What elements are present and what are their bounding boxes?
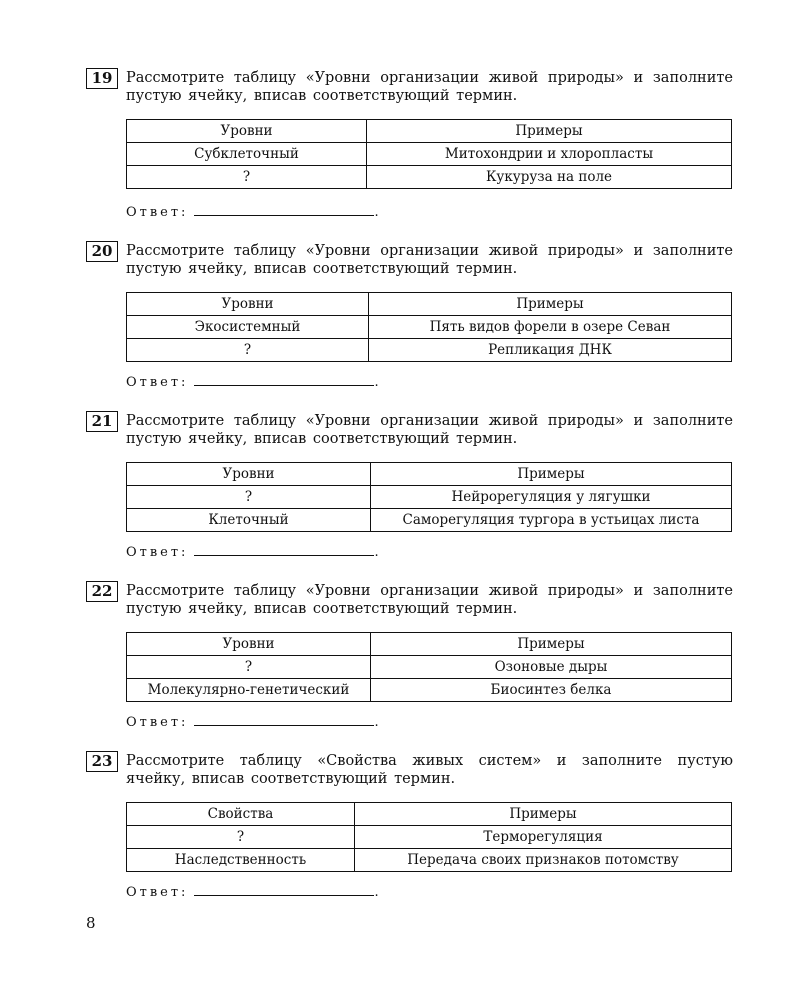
answer-label: Ответ: [126, 205, 189, 220]
answer-suffix: . [374, 715, 382, 730]
table-cell: Молекулярно-генетический [127, 679, 371, 702]
question-prompt: Рассмотрите таблицу «Уровни организации живой природы» и заполните пустую ячейку, вписав соответствующий термин. [126, 70, 733, 104]
table-cell: Саморегуляция тургора в устьицах листа [371, 509, 732, 532]
table-cell: ? [127, 656, 371, 679]
question-prompt: Рассмотрите таблицу «Уровни организации живой природы» и заполните пустую ячейку, вписав соответствующий термин. [126, 583, 733, 617]
answer-label: Ответ: [126, 885, 189, 900]
table-header-row [127, 293, 732, 316]
question-number: 19 [86, 68, 118, 89]
question-number: 21 [86, 411, 118, 432]
table-cell: Пять видов форели в озере Севан [369, 316, 732, 339]
answer-line [126, 205, 382, 220]
question-number: 23 [86, 751, 118, 772]
question-20 [86, 242, 733, 390]
table-cell: Наследственность [127, 849, 355, 872]
table-header-cell: Свойства [127, 803, 355, 826]
table-cell: Терморегуляция [355, 826, 732, 849]
table-cell: Экосистемный [127, 316, 369, 339]
question-prompt: Рассмотрите таблицу «Уровни организации живой природы» и заполните пустую ячейку, вписав соответствующий термин. [126, 243, 733, 277]
answer-line [126, 715, 382, 730]
answer-input[interactable] [194, 375, 374, 386]
answer-suffix: . [374, 375, 382, 390]
question-prompt: Рассмотрите таблицу «Свойства живых систем» и заполните пустую ячейку, вписав соответствующий термин. [126, 753, 733, 787]
table-header-cell: Примеры [355, 803, 732, 826]
table-row [127, 679, 732, 702]
table-cell: Озоновые дыры [371, 656, 732, 679]
question-number: 22 [86, 581, 118, 602]
table-row [127, 143, 732, 166]
table-row [127, 486, 732, 509]
answer-input[interactable] [194, 205, 374, 216]
page-number: 8 [86, 914, 96, 932]
question-number: 20 [86, 241, 118, 262]
levels-table [126, 632, 732, 702]
levels-table [126, 462, 732, 532]
table-cell: ? [127, 166, 367, 189]
table-header-cell: Примеры [371, 463, 732, 486]
table-cell: Репликация ДНК [369, 339, 732, 362]
table-header-cell: Примеры [371, 633, 732, 656]
answer-label: Ответ: [126, 715, 189, 730]
answer-label: Ответ: [126, 545, 189, 560]
table-cell: Биосинтез белка [371, 679, 732, 702]
table-row [127, 509, 732, 532]
levels-table [126, 119, 732, 189]
answer-line [126, 375, 382, 390]
table-header-row [127, 803, 732, 826]
table-header-cell: Примеры [367, 120, 732, 143]
table-cell: Передача своих признаков потомству [355, 849, 732, 872]
table-row [127, 166, 732, 189]
answer-line [126, 545, 382, 560]
table-header-cell: Уровни [127, 633, 371, 656]
answer-label: Ответ: [126, 375, 189, 390]
answer-input[interactable] [194, 715, 374, 726]
answer-line [126, 885, 382, 900]
table-row [127, 339, 732, 362]
table-header-cell: Примеры [369, 293, 732, 316]
table-cell: Кукуруза на поле [367, 166, 732, 189]
answer-input[interactable] [194, 545, 374, 556]
answer-input[interactable] [194, 885, 374, 896]
table-row [127, 849, 732, 872]
table-row [127, 316, 732, 339]
table-cell: ? [127, 486, 371, 509]
answer-suffix: . [374, 885, 382, 900]
answer-suffix: . [374, 205, 382, 220]
table-header-cell: Уровни [127, 463, 371, 486]
question-21 [86, 412, 733, 560]
question-19 [86, 69, 733, 220]
answer-suffix: . [374, 545, 382, 560]
table-cell: Субклеточный [127, 143, 367, 166]
question-prompt: Рассмотрите таблицу «Уровни организации живой природы» и заполните пустую ячейку, вписав соответствующий термин. [126, 413, 733, 447]
levels-table [126, 292, 732, 362]
table-header-cell: Уровни [127, 120, 367, 143]
table-row [127, 826, 732, 849]
table-row [127, 656, 732, 679]
table-cell: Митохондрии и хлоропласты [367, 143, 732, 166]
table-cell: Нейрорегуляция у лягушки [371, 486, 732, 509]
table-header-cell: Уровни [127, 293, 369, 316]
table-header-row [127, 633, 732, 656]
table-header-row [127, 463, 732, 486]
table-cell: Клеточный [127, 509, 371, 532]
table-header-row [127, 120, 732, 143]
question-22 [86, 582, 733, 730]
table-cell: ? [127, 339, 369, 362]
properties-table [126, 802, 732, 872]
table-cell: ? [127, 826, 355, 849]
question-23 [86, 752, 733, 900]
